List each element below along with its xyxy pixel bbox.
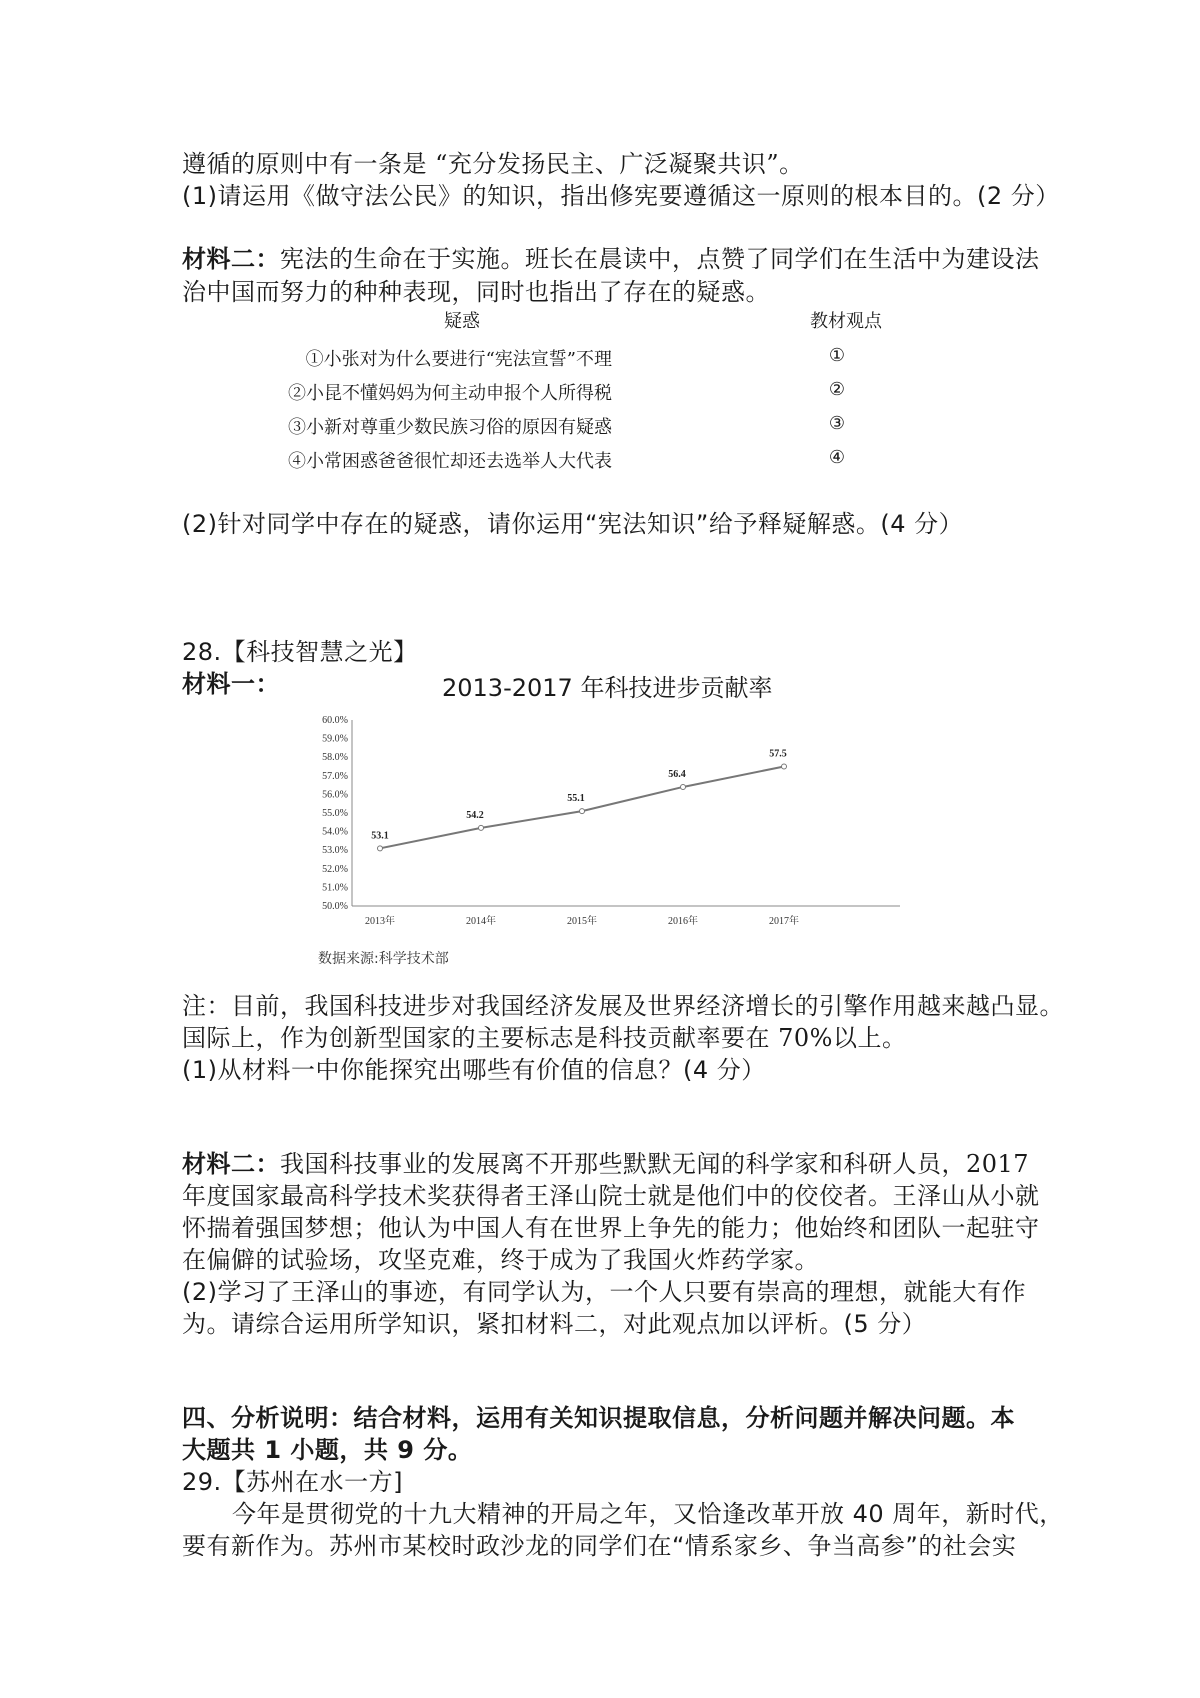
table-row: [182, 413, 942, 443]
table-cell-doubt: ②小昆不懂妈妈为何主动申报个人所得税: [288, 383, 612, 404]
table-cell-doubt: ③小新对尊重少数民族习俗的原因有疑惑: [288, 417, 612, 438]
table-header-doubts: 疑惑: [444, 311, 480, 332]
chart-svg: [310, 708, 910, 973]
series-line: [380, 767, 784, 849]
table-row: [182, 345, 942, 375]
data-label: 54.2: [466, 809, 484, 821]
material-two-label: 材料二：: [182, 244, 280, 273]
section-four-heading-2: 大题共 1 小题，共 9 分。: [182, 1436, 473, 1464]
chart-title: 2013-2017 年科技进步贡献率: [442, 674, 773, 702]
data-label: 55.1: [567, 793, 585, 805]
x-tick-label: 2013年: [365, 916, 395, 927]
table-cell-doubt: ①小张对为什么要进行“宪法宣誓”不理: [305, 349, 612, 370]
section-four-heading-1: 四、分析说明：结合材料，运用有关知识提取信息，分析问题并解决问题。本: [182, 1404, 1015, 1432]
y-tick-label: 50.0%: [322, 901, 348, 912]
data-point: [782, 764, 787, 769]
y-tick-label: 57.0%: [322, 770, 348, 782]
y-tick-label: 56.0%: [322, 789, 348, 801]
material-two-line-1: [182, 243, 1040, 275]
table-cell-view: ①: [828, 345, 846, 366]
y-tick-label: 54.0%: [322, 826, 348, 838]
material-two-b-line-3: 怀揣着强国梦想；他认为中国人有在世界上争先的能力；他始终和团队一起驻守: [182, 1214, 1040, 1242]
data-point: [479, 825, 484, 830]
data-point: [681, 784, 686, 789]
data-point: [378, 846, 383, 851]
question-28-title: 28.【科技智慧之光】: [182, 638, 418, 666]
chart-source: 数据来源:科学技术部: [318, 951, 449, 967]
question-28-2-line-1: (2)学习了王泽山的事迹，有同学认为，一个人只要有崇高的理想，就能大有作: [182, 1278, 1026, 1306]
contribution-rate-chart: [310, 708, 910, 973]
y-tick-label: 59.0%: [322, 733, 348, 745]
chart-axes: [352, 720, 900, 906]
data-label: 56.4: [668, 768, 686, 780]
y-tick-label: 58.0%: [322, 752, 348, 764]
table-cell-view: ③: [828, 413, 846, 434]
x-tick-label: 2014年: [466, 916, 496, 927]
y-tick-label: 51.0%: [322, 882, 348, 894]
y-tick-label: 52.0%: [322, 863, 348, 875]
material-two-b-label: 材料二：: [182, 1149, 280, 1178]
table-cell-view: ④: [828, 447, 846, 468]
question-29-paragraph-2: 要有新作为。苏州市某校时政沙龙的同学们在“情系家乡、争当高参”的社会实: [182, 1532, 1017, 1560]
data-label: 57.5: [769, 748, 787, 760]
question-29-title: 29.【苏州在水一方]: [182, 1468, 404, 1496]
question-28-1-prompt: (1)从材料一中你能探究出哪些有价值的信息？(4 分）: [182, 1056, 766, 1084]
data-label: 53.1: [371, 830, 389, 842]
material-two-b-line-4: 在偏僻的试验场，攻坚克难，终于成为了我国火炸药学家。: [182, 1246, 819, 1274]
x-tick-label: 2015年: [567, 916, 597, 927]
material-two-b-line-2: 年度国家最高科学技术奖获得者王泽山院士就是他们中的佼佼者。王泽山从小就: [182, 1182, 1040, 1210]
table-row: [182, 379, 942, 409]
material-one-label: 材料一：: [182, 670, 280, 698]
question-29-paragraph-1: 今年是贯彻党的十九大精神的开局之年，又恰逢改革开放 40 周年，新时代，: [232, 1500, 1064, 1528]
material-two-b-line-1: [182, 1148, 1029, 1180]
chart-series: [371, 749, 787, 851]
y-tick-label: 60.0%: [322, 715, 348, 726]
chart-y-ticks: [322, 715, 348, 912]
material-two-line-2: 治中国而努力的种种表现，同时也指出了存在的疑惑。: [182, 278, 770, 306]
chart-x-ticks: [365, 914, 799, 927]
y-tick-label: 53.0%: [322, 845, 348, 857]
table-header-views: 教材观点: [810, 311, 882, 332]
material-two-b-text-1: 我国科技事业的发展离不开那些默默无闻的科学家和科研人员，2017: [280, 1150, 1030, 1178]
y-tick-label: 55.0%: [322, 808, 348, 819]
material-two-text-1: 宪法的生命在于实施。班长在晨读中，点赞了同学们在生活中为建设法: [280, 245, 1040, 273]
table-cell-view: ②: [828, 379, 846, 400]
question-2-prompt: (2)针对同学中存在的疑惑，请你运用“宪法知识”给予释疑解惑。(4 分）: [182, 510, 964, 538]
note-line-1: 注：目前，我国科技进步对我国经济发展及世界经济增长的引擎作用越来越凸显。: [182, 992, 1064, 1020]
x-tick-label: 2017年: [769, 916, 799, 927]
table-row: [182, 447, 942, 477]
data-point: [580, 809, 585, 814]
table-cell-doubt: ④小常困惑爸爸很忙却还去选举人大代表: [288, 451, 612, 472]
question-1-prompt: (1)请运用《做守法公民》的知识，指出修宪要遵循这一原则的根本目的。(2 分）: [182, 182, 1060, 210]
question-28-2-line-2: 为。请综合运用所学知识，紧扣材料二，对此观点加以评析。(5 分）: [182, 1310, 927, 1338]
text-line-principle: 遵循的原则中有一条是 “充分发扬民主、广泛凝聚共识”。: [182, 150, 804, 178]
x-tick-label: 2016年: [668, 916, 698, 927]
note-line-2: 国际上，作为创新型国家的主要标志是科技贡献率要在 70%以上。: [182, 1024, 907, 1052]
